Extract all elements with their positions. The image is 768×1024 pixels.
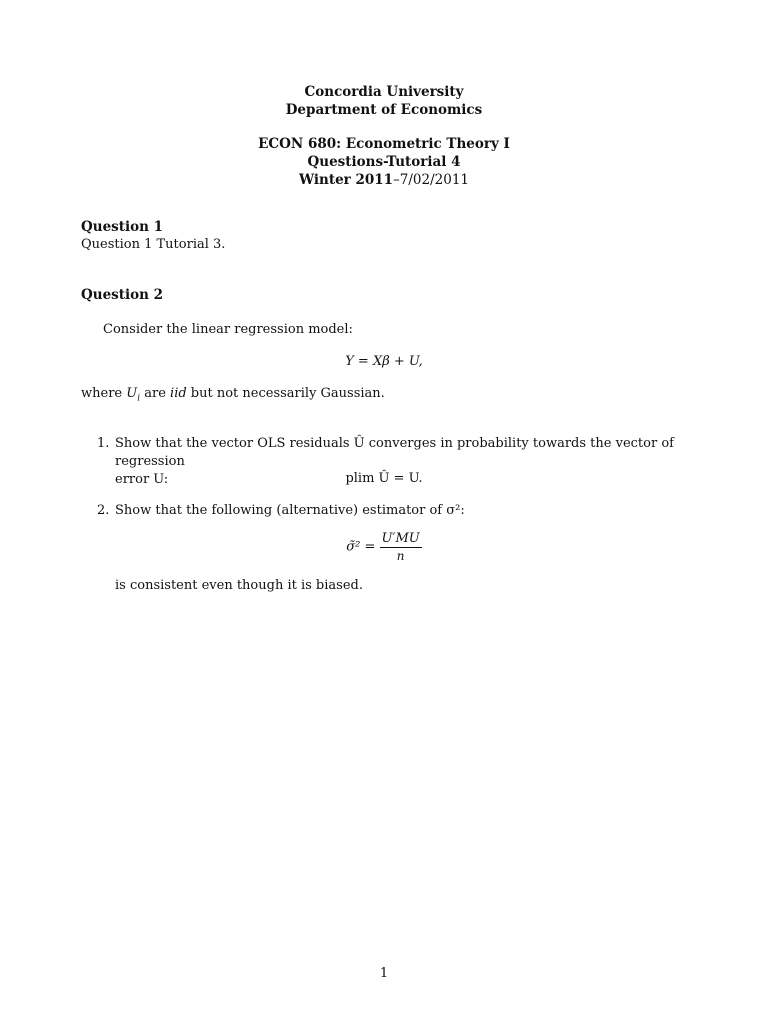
term: Winter 2011 [298, 172, 394, 188]
estimator-denominator: n [396, 549, 405, 563]
question-1-body: Question 1 Tutorial 3. [81, 237, 226, 252]
list-item-2-conclusion: is consistent even though it is biased. [115, 578, 363, 593]
course-title: ECON 680: Econometric Theory I [258, 136, 510, 152]
question-2-intro-block [81, 321, 691, 339]
estimator-fraction [380, 531, 422, 564]
question-1 [81, 218, 691, 254]
list-item-1-number: 1. [97, 436, 110, 451]
title-block [0, 83, 768, 119]
page-number: 1 [379, 966, 389, 981]
tutorial-subtitle: Questions-Tutorial 4 [307, 154, 461, 170]
plim-equation: plim Û = U. [345, 471, 423, 486]
list-item-2-after [97, 577, 692, 595]
estimator-equation [0, 531, 768, 564]
department-name: Department of Economics [285, 102, 483, 118]
list-item-1-line1: Show that the vector OLS residuals Û converges in probability towards the vector of regression [115, 436, 674, 469]
list-item-2-number: 2. [97, 503, 110, 518]
question-2-heading-block [81, 286, 691, 304]
list-item-1-line2: error U: [115, 472, 169, 487]
list-item-2 [97, 502, 692, 520]
estimator-numerator: U′MU [381, 531, 420, 546]
question-2-intro: Consider the linear regression model: [103, 322, 353, 337]
estimator-lhs: σ̃² = [346, 539, 376, 555]
term-date-line [0, 171, 768, 189]
course-block [0, 135, 768, 189]
date: –7/02/2011 [393, 172, 470, 188]
where-clause: where $U_i$ are iid but not necessarily Gaussian. [81, 386, 385, 404]
question-1-heading: Question 1 [81, 219, 164, 235]
list-item-2-line1: Show that the following (alternative) estimator of σ²: [115, 503, 465, 518]
model-equation: Y = Xβ + U, [345, 354, 423, 369]
university-name: Concordia University [304, 84, 464, 100]
question-2-heading: Question 2 [81, 287, 164, 303]
